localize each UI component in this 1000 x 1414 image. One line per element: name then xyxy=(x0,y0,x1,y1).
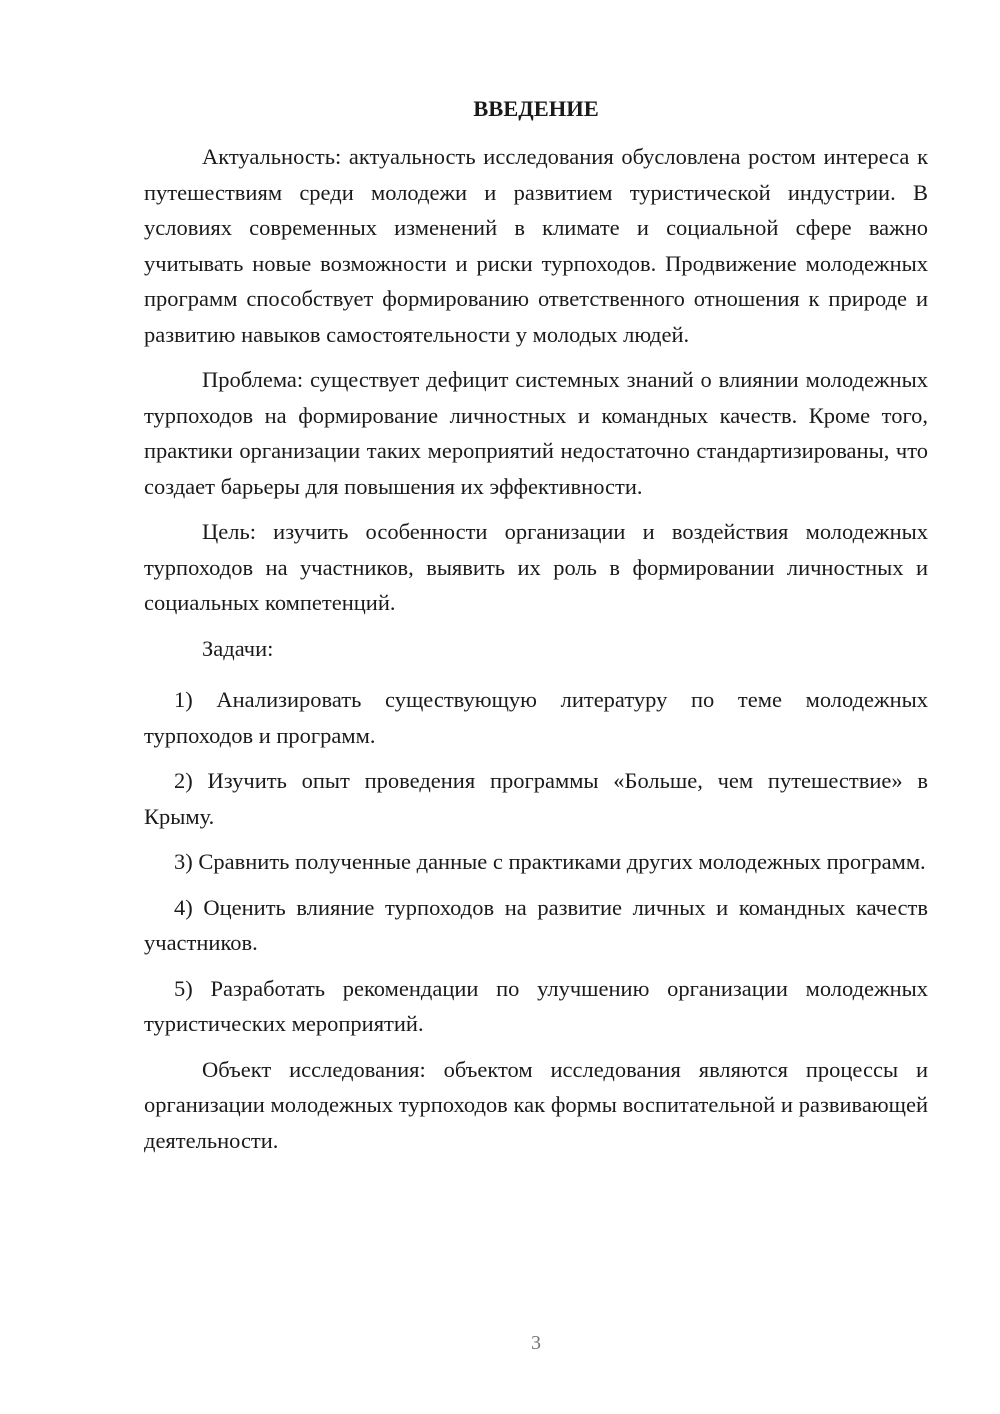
section-heading: ВВЕДЕНИЕ xyxy=(473,96,599,121)
object-paragraph: Объект исследования: объектом исследования являются процессы и организации молодежных турпоходов как формы воспитательной и развивающей деятельности. xyxy=(144,1056,928,1153)
problem-paragraph: Проблема: существует дефицит системных знаний о влиянии молодежных турпоходов на формирование личностных и командных качеств. Кроме того, практики организации таких мероприятий недостаточно стандартизированы, что создает барьеры для повышения их эффективности. xyxy=(144,367,928,499)
task-item-3: 3) Сравнить полученные данные с практиками других молодежных программ. xyxy=(174,849,926,874)
tasks-label: Задачи: xyxy=(202,635,274,661)
relevance-paragraph: Актуальность: актуальность исследования обусловлена ростом интереса к путешествиям среди молодежи и развитием туристической индустрии. В условиях современных изменений в климате и социальной сфере важно учитывать новые возможности и риски турпоходов. Продвижение молодежных программ способствует формированию ответственного отношения к природе и развитию навыков самостоятельности у молодых людей. xyxy=(144,144,928,347)
task-item-1: 1) Анализировать существующую литературу по теме молодежных турпоходов и программ. xyxy=(144,687,928,748)
task-item-4: 4) Оценить влияние турпоходов на развитие личных и командных качеств участников. xyxy=(144,894,928,955)
page-number: 3 xyxy=(531,1332,541,1354)
document-page xyxy=(144,92,928,1168)
task-item-5: 5) Разработать рекомендации по улучшению организации молодежных туристических мероприятий. xyxy=(144,975,928,1036)
task-item-2: 2) Изучить опыт проведения программы «Больше, чем путешествие» в Крыму. xyxy=(144,768,928,829)
tasks-list xyxy=(144,682,928,1042)
goal-paragraph: Цель: изучить особенности организации и воздействия молодежных турпоходов на участников, выявить их роль в формировании личностных и социальных компетенций. xyxy=(144,519,928,615)
